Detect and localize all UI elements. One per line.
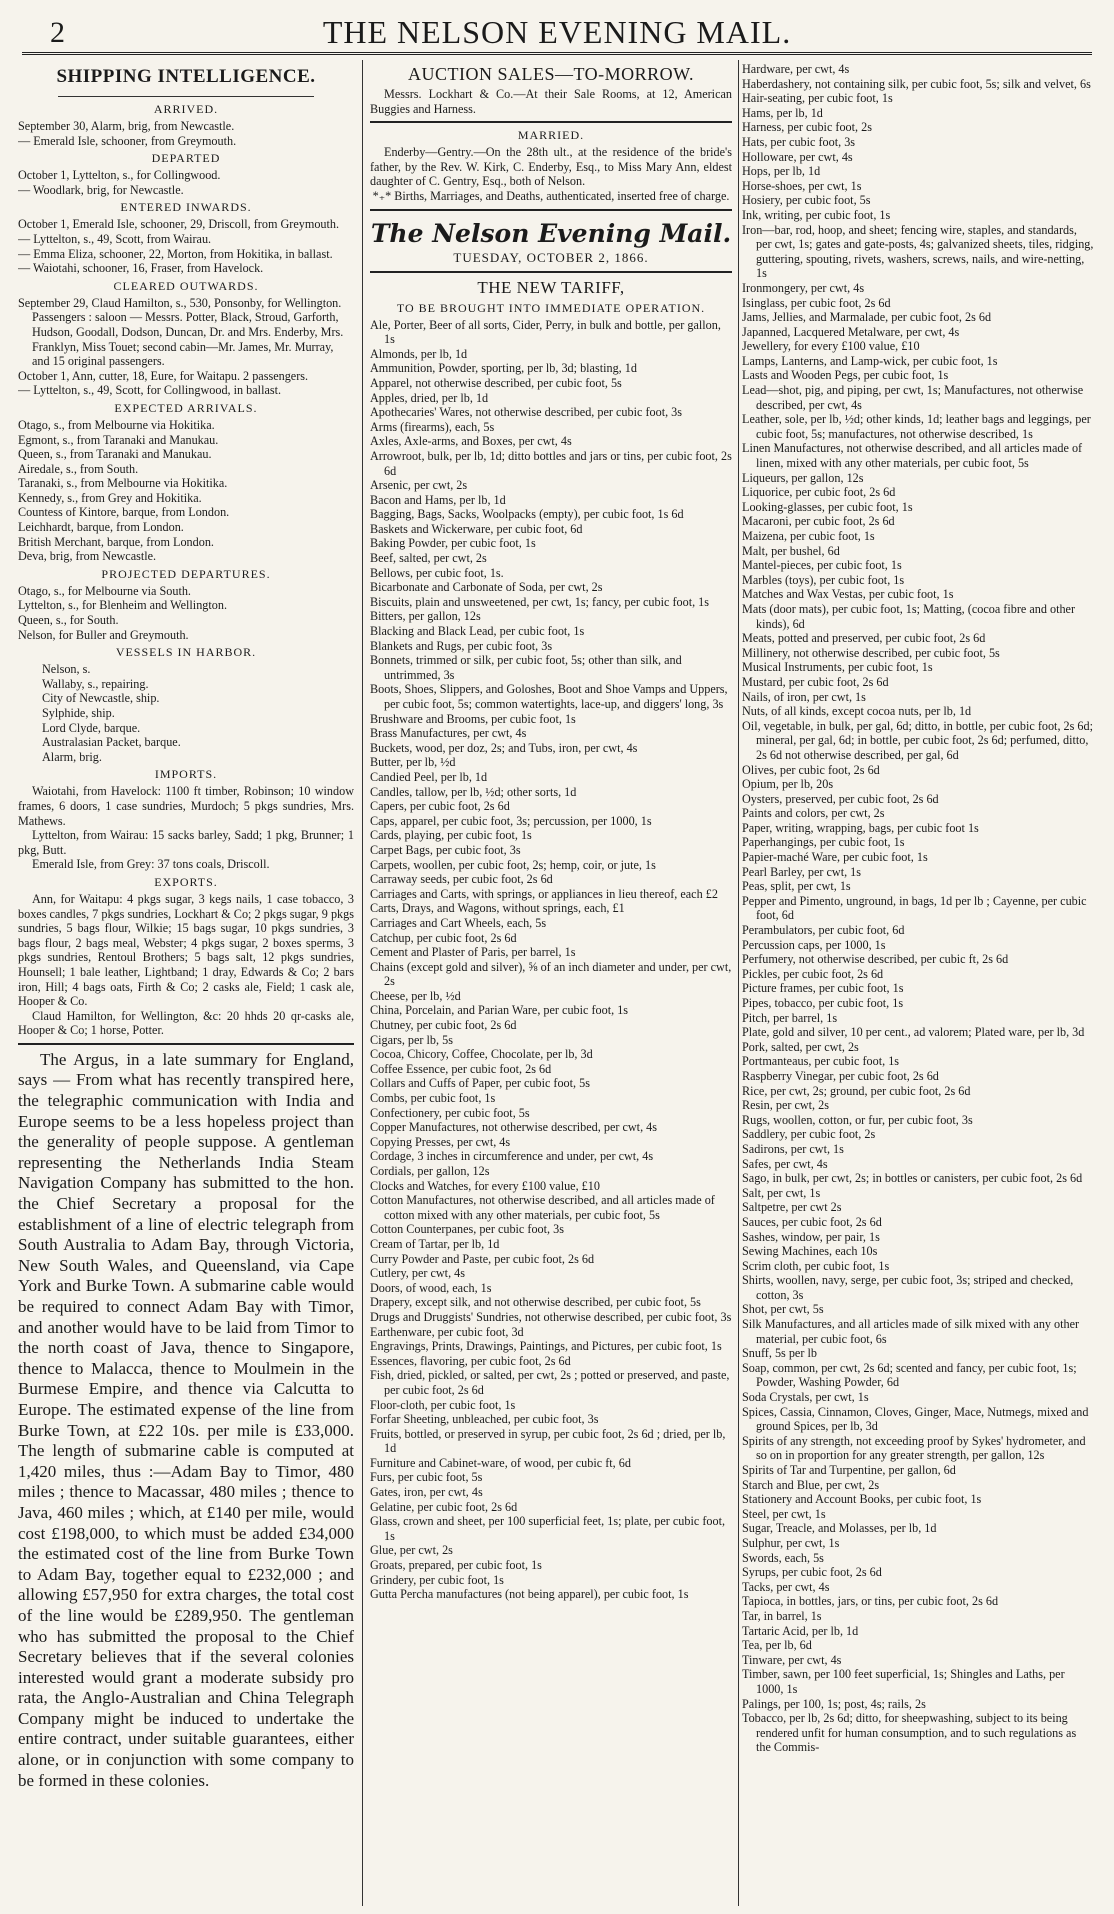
tariff-item: Leather, sole, per lb, ½d; other kinds, 1d; leather bags and leggings, per cubic foot, 5s; manufactures, not otherwise described, 1s bbox=[742, 412, 1091, 441]
entry: October 1, Ann, cutter, 18, Eure, for Waitapu. 2 passengers. bbox=[18, 368, 309, 383]
tariff-item: China, Porcelain, and Parian Ware, per cubic foot, 1s bbox=[370, 1003, 629, 1018]
tariff-item: Doors, of wood, each, 1s bbox=[370, 1280, 492, 1295]
entry: Australasian Packet, barque. bbox=[42, 735, 181, 750]
tariff-item: Combs, per cubic foot, 1s bbox=[370, 1091, 496, 1106]
tariff-item: Oysters, preserved, per cubic foot, 2s 6d bbox=[742, 791, 939, 806]
entry: Wallaby, s., repairing. bbox=[42, 676, 149, 691]
column-tariff-continued bbox=[742, 62, 1094, 1904]
tariff-item: Oil, vegetable, in bulk, per gal, 6d; ditto, in bottle, per cubic foot, 2s 6d; mineral, per gal, 6d; in bottle, per cubic foot, 2s 6d; perfumed, ditto, 2s 6d not otherwise described, per gal, 6d bbox=[742, 718, 1093, 762]
tariff-item: Tobacco, per lb, 2s 6d; ditto, for sheepwashing, subject to its being rendered unfit for human consumption, and to such regulations as the Commis- bbox=[742, 1711, 1077, 1755]
divider bbox=[370, 271, 732, 273]
tariff-item: Carpet Bags, per cubic foot, 3s bbox=[370, 842, 521, 857]
tariff-item: Nails, of iron, per cwt, 1s bbox=[742, 689, 866, 704]
tariff-item: Carraway seeds, per cubic foot, 2s 6d bbox=[370, 872, 553, 887]
notice-text: *₊* Births, Marriages, and Deaths, authenticated, inserted free of charge. bbox=[372, 188, 730, 203]
tariff-subheading: TO BE BROUGHT INTO IMMEDIATE OPERATION. bbox=[396, 300, 706, 315]
tariff-item: Sago, in bulk, per cwt, 2s; in bottles or canisters, per cubic foot, 2s 6d bbox=[742, 1171, 1083, 1186]
tariff-item: Cigars, per lb, 5s bbox=[370, 1032, 453, 1047]
tariff-item: Raspberry Vinegar, per cubic foot, 2s 6d bbox=[742, 1068, 939, 1083]
tariff-item: Collars and Cuffs of Paper, per cubic foot, 5s bbox=[370, 1076, 590, 1091]
tariff-item: Percussion caps, per 1000, 1s bbox=[742, 937, 886, 952]
tariff-item: Apples, dried, per lb, 1d bbox=[370, 390, 489, 405]
tariff-item: Bellows, per cubic foot, 1s. bbox=[370, 565, 504, 580]
tariff-item: Saddlery, per cubic foot, 2s bbox=[742, 1127, 876, 1142]
entry: — Lyttelton, s., 49, Scott, for Collingwood, in ballast. bbox=[18, 383, 282, 398]
tariff-item: Butter, per lb, ½d bbox=[370, 755, 456, 770]
tariff-item: Safes, per cwt, 4s bbox=[742, 1156, 828, 1171]
tariff-item: Bonnets, trimmed or silk, per cubic foot, 5s; other than silk, and untrimmed, 3s bbox=[370, 653, 682, 682]
tariff-item: Carts, Drays, and Wagons, without springs, each, £1 bbox=[370, 901, 625, 916]
tariff-item: Bagging, Bags, Sacks, Woolpacks (empty), per cubic foot, 1s 6d bbox=[370, 507, 684, 522]
tariff-item: Macaroni, per cubic foot, 2s 6d bbox=[742, 514, 895, 529]
tariff-item: Floor-cloth, per cubic foot, 1s bbox=[370, 1397, 516, 1412]
tariff-item: Cocoa, Chicory, Coffee, Chocolate, per lb, 3d bbox=[370, 1047, 593, 1062]
tariff-item: Essences, flavoring, per cubic foot, 2s 6d bbox=[370, 1353, 571, 1368]
tariff-item: Cards, playing, per cubic foot, 1s bbox=[370, 828, 532, 843]
tariff-item: Gelatine, per cubic foot, 2s 6d bbox=[370, 1499, 518, 1514]
tariff-item: Lasts and Wooden Pegs, per cubic foot, 1s bbox=[742, 368, 949, 383]
entry: Sylphide, ship. bbox=[42, 706, 115, 720]
tariff-item: Glue, per cwt, 2s bbox=[370, 1543, 453, 1558]
tariff-item: Meats, potted and preserved, per cubic foot, 2s 6d bbox=[742, 631, 986, 646]
tariff-item: Salt, per cwt, 1s bbox=[742, 1185, 821, 1200]
column-rule bbox=[362, 60, 363, 1906]
tariff-item: Baking Powder, per cubic foot, 1s bbox=[370, 536, 536, 551]
tariff-item: Cheese, per lb, ½d bbox=[370, 988, 461, 1003]
tariff-item: Copying Presses, per cwt, 4s bbox=[370, 1134, 511, 1149]
tariff-item: Opium, per lb, 20s bbox=[742, 777, 834, 792]
tariff-item: Horse-shoes, per cwt, 1s bbox=[742, 178, 862, 193]
tariff-item: Pickles, per cubic foot, 2s 6d bbox=[742, 966, 884, 981]
tariff-item: Snuff, 5s per lb bbox=[742, 1346, 817, 1361]
tariff-item: Lamps, Lanterns, and Lamp-wick, per cubic foot, 1s bbox=[742, 353, 998, 368]
tariff-item: Sadirons, per cwt, 1s bbox=[742, 1141, 844, 1156]
tariff-item: Gutta Percha manufactures (not being apparel), per cubic foot, 1s bbox=[370, 1587, 689, 1602]
tariff-item: Perambulators, per cubic foot, 6d bbox=[742, 923, 905, 938]
tariff-item: Biscuits, plain and unsweetened, per cwt, 1s; fancy, per cubic foot, 1s bbox=[370, 594, 710, 609]
tariff-item: Rice, per cwt, 2s; ground, per cubic foot, 2s 6d bbox=[742, 1083, 971, 1098]
entry: Otago, s., for Melbourne via South. bbox=[18, 583, 191, 598]
tariff-item: Apparel, not otherwise described, per cubic foot, 5s bbox=[370, 375, 622, 390]
tariff-item: Olives, per cubic foot, 2s 6d bbox=[742, 762, 880, 777]
entry: Lyttelton, s., for Blenheim and Wellington. bbox=[18, 598, 228, 613]
section-heading: EXPORTS. bbox=[154, 874, 218, 889]
section-heading: EXPECTED ARRIVALS. bbox=[114, 400, 258, 415]
section-heading: VESSELS IN HARBOR. bbox=[115, 645, 257, 660]
tariff-item: Gates, iron, per cwt, 4s bbox=[370, 1485, 483, 1500]
married-text: Enderby—Gentry.—On the 28th ult., at the residence of the bride's father, by the Rev. W. Kirk, C. Enderby, Esq., to Miss Mary Ann, eldest daughter of C. Gentry, Esq., both of Nelson. bbox=[370, 145, 732, 189]
tariff-item: Haberdashery, not containing silk, per cubic foot, 5s; silk and velvet, 6s bbox=[742, 76, 1091, 91]
divider bbox=[370, 209, 732, 211]
auction-heading: AUCTION SALES—TO-MORROW. bbox=[407, 64, 695, 84]
tariff-item: Mats (door mats), per cubic foot, 1s; Matting, (cocoa fibre and other kinds), 6d bbox=[742, 601, 1076, 631]
tariff-item: Pork, salted, per cwt, 2s bbox=[742, 1039, 859, 1054]
tariff-item: Musical Instruments, per cubic foot, 1s bbox=[742, 660, 933, 675]
entry: Leichhardt, barque, from London. bbox=[18, 520, 184, 535]
tariff-item: Soda Crystals, per cwt, 1s bbox=[742, 1390, 869, 1405]
tariff-item: Plate, gold and silver, 10 per cent., ad valorem; Plated ware, per lb, 3d bbox=[742, 1025, 1085, 1040]
tariff-item: Copper Manufactures, not otherwise described, per cwt, 4s bbox=[370, 1120, 657, 1135]
tariff-item: Carriages and Cart Wheels, each, 5s bbox=[370, 915, 547, 930]
tariff-item: Steel, per cwt, 1s bbox=[742, 1506, 826, 1521]
entry: British Merchant, barque, from London. bbox=[18, 534, 214, 549]
tariff-item: Shot, per cwt, 5s bbox=[742, 1302, 824, 1317]
tariff-item: Pipes, tobacco, per cubic foot, 1s bbox=[742, 996, 904, 1010]
tariff-item: Carriages and Carts, with springs, or appliances in lieu thereof, each £2 bbox=[370, 886, 718, 901]
masthead-rule bbox=[22, 52, 1092, 55]
entry: Airedale, s., from South. bbox=[18, 461, 139, 476]
tariff-item: Maizena, per cubic foot, 1s bbox=[742, 529, 875, 543]
tariff-item: Scrim cloth, per cubic foot, 1s bbox=[742, 1258, 890, 1273]
tariff-item: Capers, per cubic foot, 2s 6d bbox=[370, 799, 510, 814]
tariff-item: Arsenic, per cwt, 2s bbox=[370, 478, 468, 493]
tariff-item: Blacking and Black Lead, per cubic foot, 1s bbox=[370, 624, 585, 639]
tariff-item: Cream of Tartar, per lb, 1d bbox=[370, 1236, 500, 1251]
tariff-item: Arrowroot, bulk, per lb, 1d; ditto bottles and jars or tins, per cubic foot, 2s 6d bbox=[370, 448, 732, 478]
tariff-list bbox=[742, 62, 1094, 1755]
tariff-item: Palings, per 100, 1s; post, 4s; rails, 2s bbox=[742, 1696, 926, 1711]
tariff-heading: THE NEW TARIFF, bbox=[477, 277, 625, 297]
newspaper-title: THE NELSON EVENING MAIL. bbox=[322, 14, 792, 50]
entry: September 29, Claud Hamilton, s., 530, Ponsonby, for Wellington. Passengers : saloon — Messrs. Potter, Black, Stroud, Garforth, Hudson, Goodall, Dodson, Duncan, Dr. and Mrs. Enderby, Mrs. Franklyn, Miss Touet; second cabin—Mr. James, Mr. Murray, and 15 original passengers. bbox=[18, 295, 344, 369]
tariff-item: Chains (except gold and silver), ⅝ of an inch diameter and under, per cwt, 2s bbox=[370, 959, 732, 989]
tariff-item: Cotton Counterpanes, per cubic foot, 3s bbox=[370, 1222, 564, 1237]
tariff-item: Caps, apparel, per cubic foot, 3s; percussion, per 1000, 1s bbox=[370, 813, 652, 828]
entry: — Emerald Isle, schooner, from Greymouth. bbox=[18, 133, 237, 148]
tariff-list bbox=[370, 318, 732, 1602]
tariff-item: Drapery, except silk, and not otherwise described, per cubic foot, 5s bbox=[370, 1295, 701, 1310]
tariff-item: Timber, sawn, per 100 feet superficial, 1s; Shingles and Laths, per 1000, 1s bbox=[742, 1667, 1065, 1696]
tariff-item: Isinglass, per cubic foot, 2s 6d bbox=[742, 295, 891, 310]
married-heading: MARRIED. bbox=[517, 128, 585, 143]
tariff-item: Holloware, per cwt, 4s bbox=[742, 149, 853, 164]
tariff-item: Beef, salted, per cwt, 2s bbox=[370, 551, 487, 566]
tariff-item: Cordage, 3 inches in circumference and under, per cwt, 4s bbox=[370, 1149, 654, 1164]
tariff-item: Fish, dried, pickled, or salted, per cwt, 2s ; potted or preserved, and paste, per cubic foot, 2s 6d bbox=[370, 1368, 730, 1397]
divider bbox=[58, 96, 314, 97]
entry: Countess of Kintore, barque, from London. bbox=[18, 505, 230, 520]
tariff-item: Hats, per cubic foot, 3s bbox=[742, 134, 856, 149]
entry: September 30, Alarm, brig, from Newcastle. bbox=[18, 119, 235, 133]
tariff-item: Coffee Essence, per cubic foot, 2s 6d bbox=[370, 1061, 552, 1076]
tariff-item: Japanned, Lacquered Metalware, per cwt, 4s bbox=[742, 324, 960, 339]
page-number: 2 bbox=[50, 16, 65, 49]
tariff-item: Spirits of any strength, not exceeding proof by Sykes' hydrometer, and so on in proportion for any greater strength, per gallon, 12s bbox=[742, 1433, 1086, 1463]
entry: October 1, Emerald Isle, schooner, 29, Driscoll, from Greymouth. bbox=[18, 217, 340, 232]
tariff-item: Chutney, per cubic foot, 2s 6d bbox=[370, 1018, 517, 1033]
entry: Queen, s., for South. bbox=[18, 613, 119, 628]
tariff-item: Marbles (toys), per cubic foot, 1s bbox=[742, 572, 905, 587]
section-heading: ENTERED INWARDS. bbox=[120, 200, 252, 215]
tariff-item: Axles, Axle-arms, and Boxes, per cwt, 4s bbox=[370, 434, 572, 449]
tariff-item: Ironmongery, per cwt, 4s bbox=[742, 280, 865, 295]
tariff-item: Blankets and Rugs, per cubic foot, 3s bbox=[370, 638, 553, 653]
tariff-item: Looking-glasses, per cubic foot, 1s bbox=[742, 499, 913, 514]
tariff-item: Bicarbonate and Carbonate of Soda, per cwt, 2s bbox=[370, 580, 603, 595]
tariff-item: Spirits of Tar and Turpentine, per gallon, 6d bbox=[742, 1463, 956, 1477]
tariff-item: Baskets and Wickerware, per cubic foot, 6d bbox=[370, 521, 583, 536]
tariff-item: Soap, common, per cwt, 2s 6d; scented and fancy, per cubic foot, 1s; Powder, Washing Powder, 6d bbox=[742, 1360, 1077, 1390]
tariff-item: Mustard, per cubic foot, 2s 6d bbox=[742, 674, 889, 689]
tariff-item: Tacks, per cwt, 4s bbox=[742, 1579, 830, 1594]
tariff-item: Almonds, per lb, 1d bbox=[370, 346, 468, 361]
tariff-item: Mantel-pieces, per cubic foot, 1s bbox=[742, 558, 902, 573]
tariff-item: Fruits, bottled, or preserved in syrup, per cubic foot, 2s 6d ; dried, per lb, 1d bbox=[370, 1426, 726, 1456]
tariff-item: Pitch, per barrel, 1s bbox=[742, 1010, 838, 1025]
entry: Alarm, brig. bbox=[42, 749, 102, 764]
tariff-item: Tapioca, in bottles, jars, or tins, per cubic foot, 2s 6d bbox=[742, 1594, 999, 1609]
tariff-item: Liqueurs, per gallon, 12s bbox=[742, 470, 864, 485]
tariff-item: Syrups, per cubic foot, 2s 6d bbox=[742, 1565, 882, 1580]
tariff-item: Nuts, of all kinds, except cocoa nuts, per lb, 1d bbox=[742, 704, 972, 719]
tariff-item: Candles, tallow, per lb, ½d; other sorts, 1d bbox=[370, 784, 577, 799]
tariff-item: Earthenware, per cubic foot, 3d bbox=[370, 1324, 524, 1339]
section-heading: DEPARTED bbox=[151, 151, 221, 166]
tariff-item: Buckets, wood, per doz, 2s; and Tubs, iron, per cwt, 4s bbox=[370, 740, 638, 755]
tariff-item: Brushware and Brooms, per cubic foot, 1s bbox=[370, 711, 576, 726]
tariff-item: Saltpetre, per cwt 2s bbox=[742, 1200, 842, 1215]
entry: Lord Clyde, barque. bbox=[42, 720, 141, 735]
tariff-item: Catchup, per cubic foot, 2s 6d bbox=[370, 930, 517, 945]
dateline: TUESDAY, OCTOBER 2, 1866. bbox=[453, 249, 649, 265]
entry: Kennedy, s., from Grey and Hokitika. bbox=[18, 490, 202, 505]
tariff-item: Starch and Blue, per cwt, 2s bbox=[742, 1477, 880, 1492]
paper-title: The Nelson Evening Mail. bbox=[370, 218, 732, 248]
entry: — Waiotahi, schooner, 16, Fraser, from Havelock. bbox=[18, 261, 264, 276]
paragraph: Lyttelton, from Wairau: 15 sacks barley, Sadd; 1 pkg, Brunner; 1 pkg, Butt. bbox=[18, 828, 354, 857]
tariff-item: Apothecaries' Wares, not otherwise described, per cubic foot, 3s bbox=[370, 405, 683, 420]
paragraph: Ann, for Waitapu: 4 pkgs sugar, 3 kegs nails, 1 case tobacco, 3 boxes candles, 7 pkgs sundries, Lockhart & Co; 2 pkgs sugar, 9 pkgs sundries, 5 bags flour, Wilkie; 15 bags sugar, 10 pkgs sundries, 3 bags flour, 2 bags meal, Webster; 4 pkgs sugar, 2 boxes sperms, 3 pkgs sundries, Rentoul Brothers; 5 bags salt, 12 pkgs sundries, Hounsell; 1 bale leather, Lightband; 1 dray, Edwards & Co; 2 bars iron, Hill; 4 bags oats, Firth & Co; 2 casks ale, Field; 1 cask ale, Hooper & Co. bbox=[18, 891, 354, 1009]
tariff-item: Pepper and Pimento, unground, in bags, 1d per lb ; Cayenne, per cubic foot, 6d bbox=[742, 893, 1087, 923]
tariff-item: Cotton Manufactures, not otherwise described, and all articles made of cotton mixed with any other materials, per cubic foot, 5s bbox=[370, 1193, 715, 1222]
tariff-item: Boots, Shoes, Slippers, and Goloshes, Boot and Shoe Vamps and Uppers, per cubic foot, 5s; common watertights, lace-up, and diggers' long, 3s bbox=[370, 682, 728, 711]
tariff-item: Drugs and Druggists' Sundries, not otherwise described, per cubic foot, 3s bbox=[370, 1309, 732, 1324]
tariff-item: Candied Peel, per lb, 1d bbox=[370, 769, 488, 784]
tariff-item: Ink, writing, per cubic foot, 1s bbox=[742, 207, 891, 222]
tariff-item: Jewellery, for every £100 value, £10 bbox=[742, 339, 920, 354]
tariff-item: Stationery and Account Books, per cubic foot, 1s bbox=[742, 1492, 982, 1507]
tariff-item: Arms (firearms), each, 5s bbox=[370, 419, 495, 434]
tariff-item: Spices, Cassia, Cinnamon, Cloves, Ginger, Mace, Nutmegs, mixed and ground Spices, per lb, 3d bbox=[742, 1404, 1089, 1434]
tariff-item: Lead—shot, pig, and piping, per cwt, 1s; Manufactures, not otherwise described, per cwt, 4s bbox=[742, 383, 1084, 412]
tariff-item: Sulphur, per cwt, 1s bbox=[742, 1535, 840, 1550]
entry: October 1, Lyttelton, s., for Collingwood. bbox=[18, 168, 221, 183]
tariff-item: Malt, per bushel, 6d bbox=[742, 543, 840, 558]
tariff-item: Perfumery, not otherwise described, per cubic ft, 2s 6d bbox=[742, 952, 1009, 967]
section-heading: IMPORTS. bbox=[154, 767, 218, 782]
entry: — Woodlark, brig, for Newcastle. bbox=[18, 182, 184, 197]
tariff-item: Papier-maché Ware, per cubic foot, 1s bbox=[742, 850, 928, 865]
entry: Deva, brig, from Newcastle. bbox=[18, 549, 157, 564]
paragraph: Waiotahi, from Havelock: 1100 ft timber, Robinson; 10 window frames, 6 doors, 1 case sundries, Murdoch; 5 pkgs sundries, Mrs. Mathews. bbox=[18, 784, 354, 828]
tariff-item: Shirts, woollen, navy, serge, per cubic foot, 3s; striped and checked, cotton, 3s bbox=[742, 1273, 1074, 1302]
tariff-item: Cordials, per gallon, 12s bbox=[370, 1164, 490, 1178]
tariff-item: Paints and colors, per cwt, 2s bbox=[742, 806, 885, 821]
tariff-item: Cement and Plaster of Paris, per barrel, 1s bbox=[370, 945, 576, 960]
section-heading: CLEARED OUTWARDS. bbox=[113, 278, 259, 293]
tariff-item: Hair-seating, per cubic foot, 1s bbox=[742, 91, 893, 106]
divider bbox=[18, 1043, 354, 1045]
tariff-item: Groats, prepared, per cubic foot, 1s bbox=[370, 1558, 542, 1573]
tariff-item: Clocks and Watches, for every £100 value, £10 bbox=[370, 1178, 600, 1193]
tariff-item: Rugs, woollen, cotton, or fur, per cubic foot, 3s bbox=[742, 1112, 973, 1127]
entry: Otago, s., from Melbourne via Hokitika. bbox=[18, 417, 215, 432]
tariff-item: Tartaric Acid, per lb, 1d bbox=[742, 1623, 859, 1638]
entry: City of Newcastle, ship. bbox=[42, 691, 160, 706]
tariff-item: Furniture and Cabinet-ware, of wood, per cubic ft, 6d bbox=[370, 1455, 631, 1470]
paragraph: Emerald Isle, from Grey: 37 tons coals, Driscoll. bbox=[32, 857, 270, 872]
entry: — Lyttelton, s., 49, Scott, from Wairau. bbox=[18, 231, 212, 246]
tariff-item: Hops, per lb, 1d bbox=[742, 164, 821, 179]
tariff-item: Silk Manufactures, and all articles made of silk mixed with any other material, per cubic foot, 6s bbox=[742, 1317, 1080, 1346]
tariff-item: Carpets, woollen, per cubic foot, 2s; hemp, coir, or jute, 1s bbox=[370, 857, 656, 872]
tariff-item: Engravings, Prints, Drawings, Paintings, and Pictures, per cubic foot, 1s bbox=[370, 1339, 722, 1354]
entry: Taranaki, s., from Melbourne via Hokitika. bbox=[18, 476, 228, 491]
entry: Queen, s., from Taranaki and Manukau. bbox=[18, 447, 212, 462]
tariff-item: Ammunition, Powder, sporting, per lb, 3d; blasting, 1d bbox=[370, 361, 637, 376]
tariff-item: Glass, crown and sheet, per 100 superficial feet, 1s; plate, per cubic foot, 1s bbox=[370, 1514, 726, 1543]
tariff-item: Curry Powder and Paste, per cubic foot, 2s 6d bbox=[370, 1251, 595, 1266]
tariff-item: Iron—bar, rod, hoop, and sheet; fencing wire, staples, and standards, per cwt, 1s; gates and gate-posts, 4s; galvanized sheets, tiles, ridging, guttering, spouting, rivets, washers, screws, nails, and wire-netting, 1s bbox=[742, 222, 1094, 281]
tariff-item: Sauces, per cubic foot, 2s 6d bbox=[742, 1214, 882, 1229]
shipping-heading: SHIPPING INTELLIGENCE. bbox=[56, 66, 316, 87]
tariff-item: Pearl Barley, per cwt, 1s bbox=[742, 864, 862, 879]
tariff-item: Ale, Porter, Beer of all sorts, Cider, Perry, in bulk and bottle, per gallon, 1s bbox=[370, 317, 721, 347]
tariff-item: Linen Manufactures, not otherwise described, and all articles made of linen, mixed with any other materials, per cubic foot, 5s bbox=[742, 441, 1083, 471]
tariff-item: Bitters, per gallon, 12s bbox=[370, 609, 481, 624]
tariff-item: Harness, per cubic foot, 2s bbox=[742, 120, 872, 135]
tariff-item: Liquorice, per cubic foot, 2s 6d bbox=[742, 485, 896, 500]
tariff-item: Millinery, not otherwise described, per cubic foot, 5s bbox=[742, 645, 1000, 660]
tariff-item: Sewing Machines, each 10s bbox=[742, 1244, 878, 1259]
entry: Egmont, s., from Taranaki and Manukau. bbox=[18, 432, 219, 447]
entry: — Emma Eliza, schooner, 22, Morton, from Hokitika, in ballast. bbox=[18, 246, 333, 261]
tariff-item: Confectionery, per cubic foot, 5s bbox=[370, 1105, 530, 1120]
tariff-item: Grindery, per cubic foot, 1s bbox=[370, 1572, 504, 1587]
paragraph: Claud Hamilton, for Wellington, &c: 20 hhds 20 qr-casks ale, Hooper & Co; 1 horse, Potter. bbox=[18, 1008, 354, 1038]
tariff-item: Tar, in barrel, 1s bbox=[742, 1608, 822, 1623]
tariff-item: Sashes, window, per pair, 1s bbox=[742, 1229, 880, 1244]
tariff-item: Furs, per cubic foot, 5s bbox=[370, 1470, 483, 1485]
tariff-item: Hardware, per cwt, 4s bbox=[742, 62, 850, 76]
tariff-item: Tea, per lb, 6d bbox=[742, 1638, 812, 1653]
tariff-item: Paper, writing, wrapping, bags, per cubic foot 1s bbox=[742, 820, 979, 835]
tariff-item: Brass Manufactures, per cwt, 4s bbox=[370, 726, 527, 741]
entry: Nelson, s. bbox=[42, 662, 91, 677]
divider bbox=[370, 121, 732, 123]
tariff-item: Paperhangings, per cubic foot, 1s bbox=[742, 835, 905, 850]
tariff-item: Forfar Sheeting, unbleached, per cubic foot, 3s bbox=[370, 1412, 599, 1427]
tariff-item: Peas, split, per cwt, 1s bbox=[742, 879, 851, 894]
masthead bbox=[22, 8, 1092, 54]
column-rule bbox=[738, 60, 739, 1906]
tariff-item: Bacon and Hams, per lb, 1d bbox=[370, 492, 506, 507]
section-heading: ARRIVED. bbox=[153, 102, 219, 116]
column-shipping bbox=[18, 62, 354, 1904]
tariff-item: Hosiery, per cubic foot, 5s bbox=[742, 193, 871, 208]
auction-text: Messrs. Lockhart & Co.—At their Sale Rooms, at 12, American Buggies and Harness. bbox=[370, 87, 732, 116]
tariff-item: Portmanteaus, per cubic foot, 1s bbox=[742, 1054, 900, 1069]
article-argus: The Argus, in a late summary for England, says — From what has recently transpired here, the telegraphic communication with India and Europe seems to be a less hopeless project than the generality of people suppose. A gentleman representing the Netherlands India Steam Navigation Company has submitted to the hon. the Chief Secretary a proposal for the establishment of a line of electric telegraph from South Australia to Adam Bay, through Victoria, New South Wales, and Queensland, via Cape York and Burke Town. A submarine cable would be required to connect Adam Bay with Timor, and another would have to be laid from Timor to the north coast of Java, thence to Singapore, thence to Malacca, thence to Moulmein in the Burmese Empire, and thence via Calcutta to Europe. The estimated expense of the line from Burke Town, at £22 10s. per mile is £33,000. The length of submarine cable is computed at 1,420 miles, thus :—Adam Bay to Timor, 480 miles ; thence to Macassar, 480 miles ; thence to Java, 460 miles ; which, at £140 per mile, would cost £198,000, to which must be added £34,000 the estimated cost of the line from Burke Town to Adam Bay, together equal to £232,000 ; and allowing £57,950 for extra charges, the total cost of the line would be £289,950. The gentleman who has submitted the proposal to the Chief Secretary believes that if the several colonies interested would grant a moderate subsidy pro rata, the Anglo-Australian and China Telegraph Company might be induced to undertake the entire contract, under suitable guarantees, either alone, or in conjunction with some company to be formed in these colonies. bbox=[18, 1049, 354, 1790]
tariff-item: Cutlery, per cwt, 4s bbox=[370, 1266, 465, 1281]
tariff-item: Jams, Jellies, and Marmalade, per cubic foot, 2s 6d bbox=[742, 310, 992, 325]
entry: Nelson, for Buller and Greymouth. bbox=[18, 627, 189, 642]
tariff-item: Matches and Wax Vestas, per cubic foot, 1s bbox=[742, 587, 954, 602]
column-notices-tariff bbox=[370, 62, 732, 1904]
tariff-item: Tinware, per cwt, 4s bbox=[742, 1652, 842, 1667]
tariff-item: Resin, per cwt, 2s bbox=[742, 1098, 829, 1113]
tariff-item: Swords, each, 5s bbox=[742, 1550, 824, 1565]
tariff-item: Hams, per lb, 1d bbox=[742, 105, 823, 120]
section-heading: PROJECTED DEPARTURES. bbox=[101, 566, 271, 581]
tariff-item: Picture frames, per cubic foot, 1s bbox=[742, 981, 904, 996]
tariff-item: Sugar, Treacle, and Molasses, per lb, 1d bbox=[742, 1521, 937, 1536]
